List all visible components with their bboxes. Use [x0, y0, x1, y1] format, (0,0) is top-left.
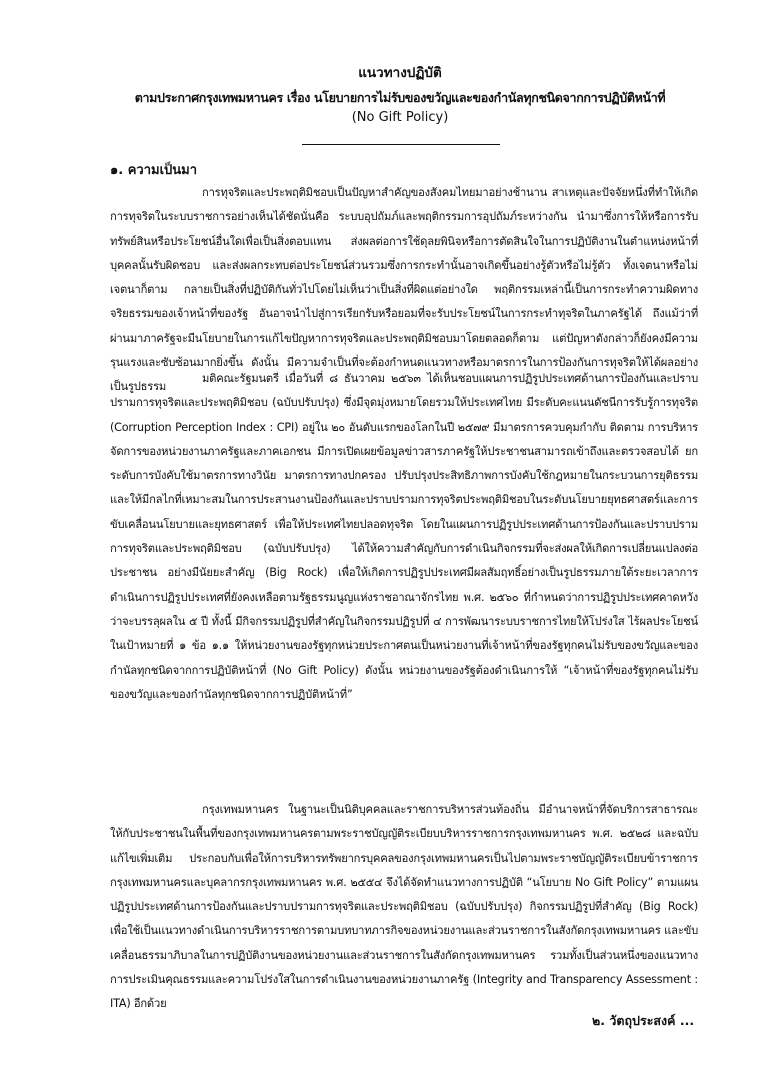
paragraph-2: มติคณะรัฐมนตรี เมื่อวันที่ ๘ ธันวาคม ๒๕๖๓ ได้เห็นชอบแผนการปฏิรูปประเทศด้านการป้องกันและปราบปรามการทุจริตและประพฤติมิชอบ (ฉบับปรับปรุง) ซึ่งมีจุดมุ่งหมายโดยรวมให้ประเทศไทย มีระดับคะแนนดัชนีการรับรู้การทุจริต (Corruption Perception Index : CPI) อยู่ใน ๒๐ อันดับแรกของโลกในปี ๒๕๗๙ มีมาตรการควบคุมกำกับ ติดตาม การบริหารจัดการของหน่วยงานภาครัฐและภาคเอกชน มีการเปิดเผยข้อมูลข่าวสารภาครัฐให้ประชาชนสามารถเข้าถึงและตรวจสอบได้ ยกระดับการบังคับใช้มาตรการทางวินัย มาตรการทางปกครอง ปรับปรุงประสิทธิภาพการบังคับใช้กฎหมายในกระบวนการยุติธรรม และให้มีกลไกที่เหมาะสมในการประสานงานป้องกันและปราบปรามการทุจริตประพฤติมิชอบในระดับนโยบายยุทธศาสตร์และการขับเคลื่อนนโยบายและยุทธศาสตร์ เพื่อให้ประเทศไทยปลอดทุจริต โดยในแผนการปฏิรูปประเทศด้านการป้องกันและปราบปรามการทุจริตและประพฤติมิชอบ (ฉบับปรับปรุง) ได้ให้ความสำคัญกับการดำเนินกิจกรรมที่จะส่งผลให้เกิดการเปลี่ยนแปลงต่อประชาชน อย่างมีนัยยะสำคัญ (Big Rock) เพื่อให้เกิดการปฏิรูปประเทศมีผลสัมฤทธิ์อย่างเป็นรูปธรรมภายใต้ระยะเวลาการดำเนินการปฏิรูปประเทศที่ยังคงเหลือตามรัฐธรรมนูญแห่งราชอาณาจักรไทย พ.ศ. ๒๕๖๐ ที่กำหนดว่าการปฏิรูปประเทศคาดหวังว่าจะบรรลุผลใน ๕ ปี ทั้งนี้ มีกิจกรรมปฏิรูปที่สำคัญในกิจกรรมปฏิรูปที่ ๔ การพัฒนาระบบราชการไทยให้โปร่งใส ไร้ผลประโยชน์ ในเป้าหมายที่ ๑ ข้อ ๑.๑ ให้หน่วยงานของรัฐทุกหน่วยประกาศตนเป็นหน่วยงานที่เจ้าหน้าที่ของรัฐทุกคนไม่รับของขวัญและของกำนัลทุกชนิดจากการปฏิบัติหน้าที่ (No Gift Policy) ดังนั้น หน่วยงานของรัฐต้องดำเนินการให้ “เจ้าหน้าที่ของรัฐทุกคนไม่รับของขวัญและของกำนัลทุกชนิดจากการปฏิบัติหน้าที่”: [110, 372, 698, 701]
section-heading: ๑. ความเป็นมา: [110, 163, 198, 178]
title-divider: [302, 144, 500, 145]
document-subtitle: ตามประกาศกรุงเทพมหานคร เรื่อง นโยบายการไม่รับของขวัญและของกำนัลทุกชนิดจากการปฏิบัติหน้าที่: [134, 90, 666, 105]
policy-name: (No Gift Policy): [351, 110, 449, 125]
next-section-continuation: ๒. วัตถุประสงค์ ...: [592, 1013, 695, 1028]
paragraph-1: การทุจริตและประพฤติมิชอบเป็นปัญหาสำคัญของสังคมไทยมาอย่างช้านาน สาเหตุและปัจจัยหนึ่งที่ทำให้เกิดการทุจริตในระบบราชการอย่างเห็นได้ชัดนั่นคือ ระบบอุปถัมภ์และพฤติกรรมการอุปถัมภ์ระหว่างกัน นำมาซึ่งการให้หรือการรับทรัพย์สินหรือประโยชน์อื่นใดเพื่อเป็นสิ่งตอบแทน ส่งผลต่อการใช้ดุลยพินิจหรือการตัดสินใจในการปฏิบัติงานในตำแหน่งหน้าที่บุคคลนั้นรับผิดชอบ และส่งผลกระทบต่อประโยชน์ส่วนรวมซึ่งการกระทำนั้นอาจเกิดขึ้นอย่างรู้ตัวหรือไม่รู้ตัว ทั้งเจตนาหรือไม่เจตนาก็ตาม กลายเป็นสิ่งที่ปฏิบัติกันทั่วไปโดยไม่เห็นว่าเป็นสิ่งที่ผิดแต่อย่างใด พฤติกรรมเหล่านี้เป็นการกระทำความผิดทางจริยธรรมของเจ้าหน้าที่ของรัฐ อันอาจนำไปสู่การเรียกรับหรือยอมที่จะรับประโยชน์ในการกระทำทุจริตในภาครัฐได้ ถึงแม้ว่าที่ผ่านมาภาครัฐจะมีนโยบายในการแก้ไขปัญหาการทุจริตและประพฤติมิชอบมาโดยตลอดก็ตาม แต่ปัญหาดังกล่าวก็ยังคงมีความรุนแรงและซับซ้อนมากยิ่งขึ้น ดังนั้น มีความจำเป็นที่จะต้องกำหนดแนวทางหรือมาตรการในการป้องกันการทุจริตให้ได้ผลอย่างเป็นรูปธรรม: [110, 186, 698, 394]
document-title: แนวทางปฏิบัติ: [358, 65, 442, 81]
paragraph-3: กรุงเทพมหานคร ในฐานะเป็นนิติบุคคลและราชการบริหารส่วนท้องถิ่น มีอำนาจหน้าที่จัดบริการสาธารณะให้กับประชาชนในพื้นที่ของกรุงเทพมหานครตามพระราชบัญญัติระเบียบบริหารราชการกรุงเทพมหานคร พ.ศ. ๒๕๒๘ และฉบับแก้ไขเพิ่มเติม ประกอบกับเพื่อให้การบริหารทรัพยากรบุคคลของกรุงเทพมหานครเป็นไปตามพระราชบัญญัติระเบียบข้าราชการกรุงเทพมหานครและบุคลากรกรุงเทพมหานคร พ.ศ. ๒๕๕๔ จึงได้จัดทำแนวทางการปฏิบัติ “นโยบาย No Gift Policy” ตามแผนปฏิรูปประเทศด้านการป้องกันและปราบปรามการทุจริตและประพฤติมิชอบ (ฉบับปรับปรุง) กิจกรรมปฏิรูปที่สำคัญ (Big Rock) เพื่อใช้เป็นแนวทางดำเนินการบริหารราชการตามบทบาทภารกิจของหน่วยงานและส่วนราชการในสังกัดกรุงเทพมหานคร และขับเคลื่อนธรรมาภิบาลในการปฏิบัติงานของหน่วยงานและส่วนราชการในสังกัดกรุงเทพมหานคร รวมทั้งเป็นส่วนหนึ่งของแนวทางการประเมินคุณธรรมและความโปร่งใสในการดำเนินงานของหน่วยงานภาครัฐ (Integrity and Transparency Assessment : ITA) อีกด้วย: [110, 803, 698, 1011]
